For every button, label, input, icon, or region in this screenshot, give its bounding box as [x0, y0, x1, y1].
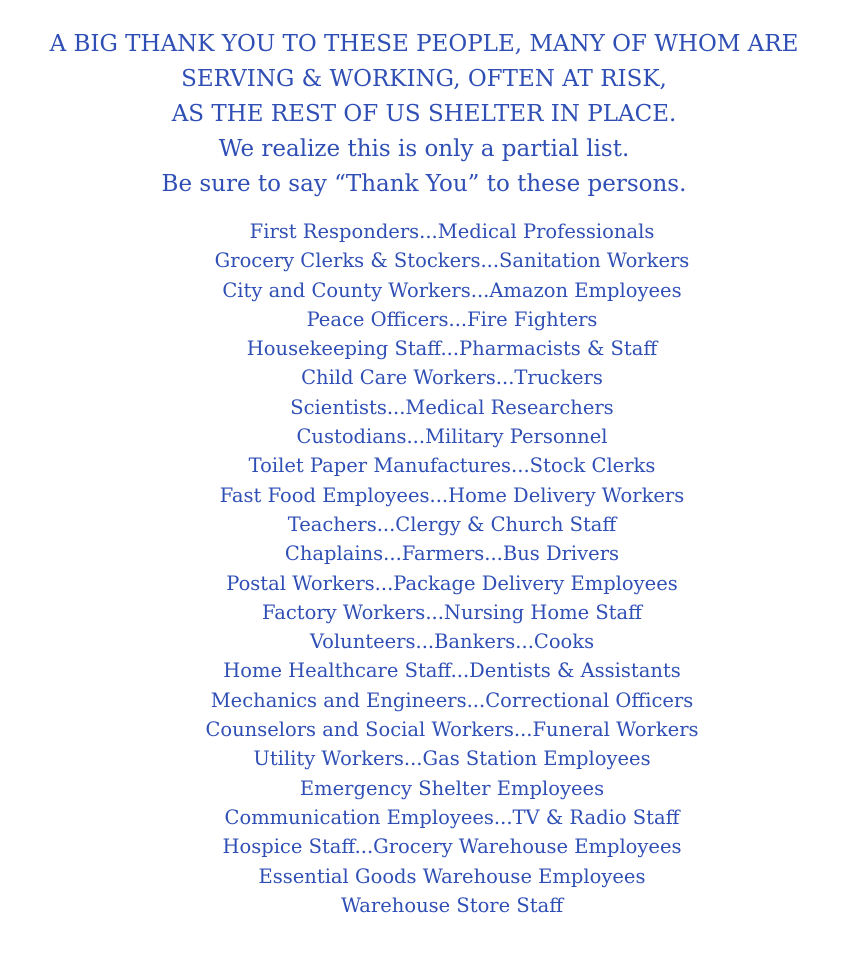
list-item: Housekeeping Staff...Pharmacists & Staff [246, 337, 658, 361]
list-item: Counselors and Social Workers...Funeral Workers [205, 718, 699, 742]
list-item: First Responders...Medical Professionals [249, 220, 655, 243]
list-item: Hospice Staff...Grocery Warehouse Employees [222, 835, 682, 859]
list-item: Volunteers...Bankers...Cooks [309, 630, 595, 654]
list-item: Custodians...Military Personnel [296, 425, 608, 449]
header-line-5: Be sure to say “Thank You” to these persons. [161, 171, 687, 197]
list-item: Communication Employees...TV & Radio Staff [224, 805, 680, 829]
list-item: City and County Workers...Amazon Employees [222, 278, 682, 302]
list-item: Warehouse Store Staff [340, 893, 564, 917]
list-item: Teachers...Clergy & Church Staff [287, 512, 617, 536]
list-item: Peace Officers...Fire Fighters [306, 307, 598, 331]
list-item: Factory Workers...Nursing Home Staff [261, 600, 642, 624]
list-item: Postal Workers...Package Delivery Employees [226, 571, 678, 595]
list-item: Emergency Shelter Employees [299, 776, 605, 800]
list-item: Scientists...Medical Researchers [290, 395, 614, 419]
header-line-2: SERVING & WORKING, OFTEN AT RISK, [181, 66, 667, 92]
list-item: Toilet Paper Manufactures...Stock Clerks [248, 454, 656, 478]
header-line-4: We realize this is only a partial list. [218, 136, 630, 162]
list-item: Chaplains...Farmers...Bus Drivers [284, 542, 620, 566]
list-item: Essential Goods Warehouse Employees [258, 864, 646, 888]
list-item: Grocery Clerks & Stockers...Sanitation Workers [214, 249, 690, 273]
list-item: Fast Food Employees...Home Delivery Workers [219, 483, 685, 507]
list-item: Home Healthcare Staff...Dentists & Assistants [223, 659, 681, 683]
header-message [0, 27, 848, 202]
worker-list [0, 217, 848, 920]
header-line-1: A BIG THANK YOU TO THESE PEOPLE, MANY OF WHOM ARE [49, 31, 799, 57]
header-line-3: AS THE REST OF US SHELTER IN PLACE. [171, 101, 677, 127]
list-item: Child Care Workers...Truckers [301, 366, 603, 390]
list-item: Utility Workers...Gas Station Employees [253, 747, 651, 771]
list-item: Mechanics and Engineers...Correctional Officers [210, 688, 694, 712]
